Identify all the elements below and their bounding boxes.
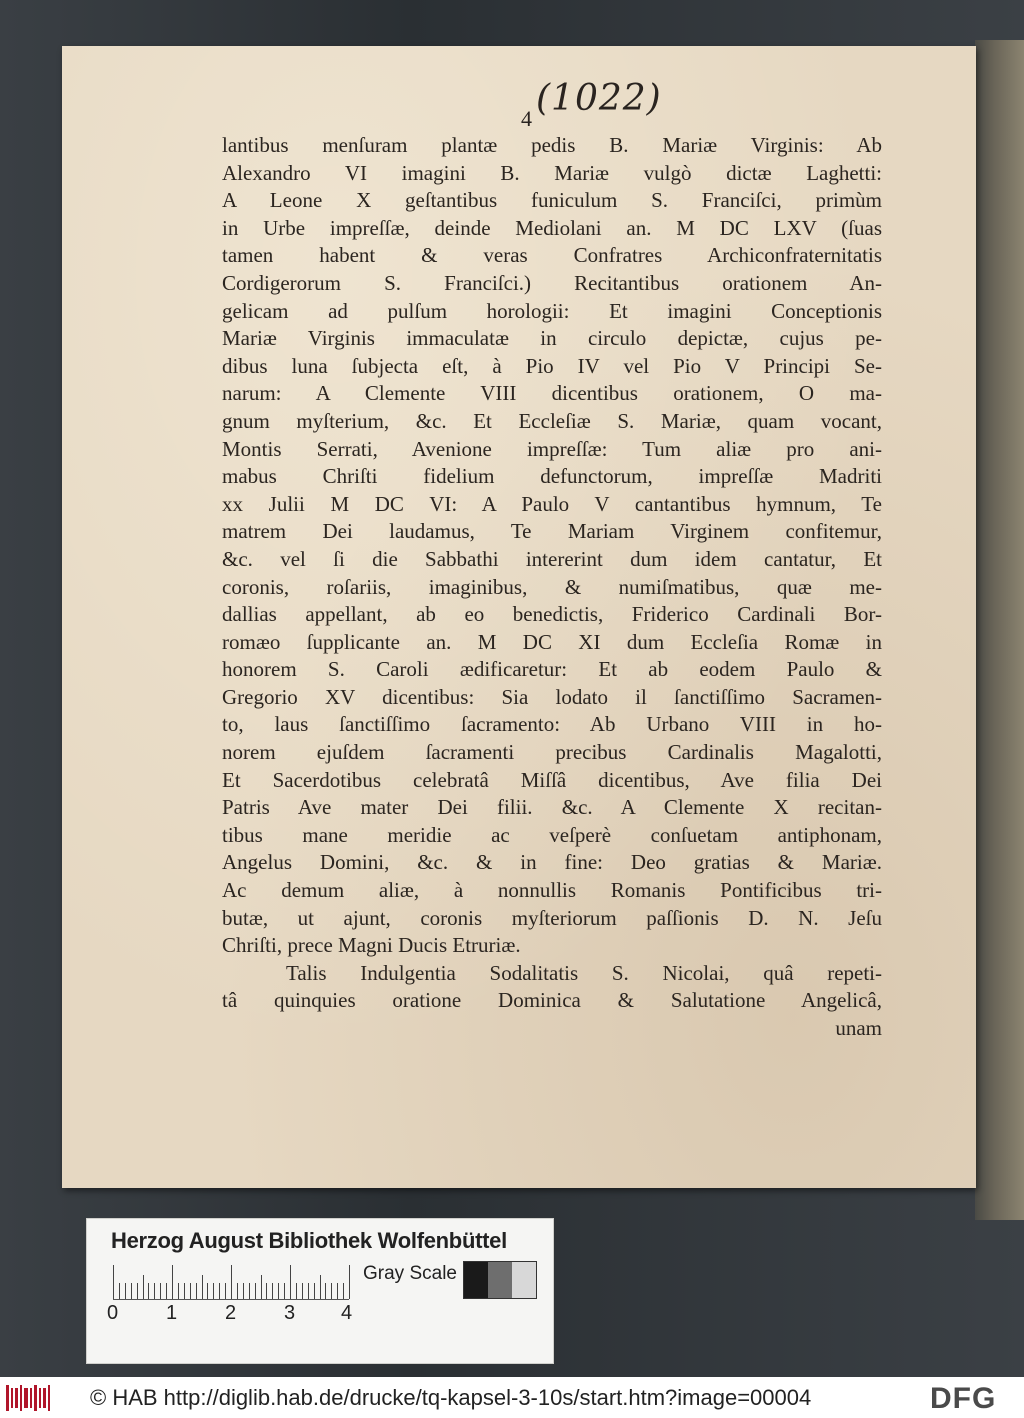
hab-logo-bar [11, 1388, 13, 1408]
text-line: gelicam ad pulſum horologii: Et imagini Conceptionis [222, 298, 882, 323]
ruler-tick [325, 1283, 326, 1299]
ruler-tick [302, 1283, 303, 1299]
hab-logo-bar [24, 1388, 28, 1408]
hab-logo-bar [30, 1388, 32, 1408]
text-line: narum: A Clemente VIII dicentibus orationem, O ma- [222, 381, 882, 406]
ruler-tick [213, 1283, 214, 1299]
color-calibration-bar [86, 1218, 554, 1364]
ruler-tick [320, 1275, 321, 1299]
ruler-tick [137, 1283, 138, 1299]
ruler-tick [337, 1283, 338, 1299]
ruler-tick [296, 1283, 297, 1299]
ruler-tick [143, 1275, 144, 1299]
text-line: tâ quinquies oratione Dominica & Salutatione Angelicâ, [222, 988, 882, 1013]
library-name: Herzog August Bibliothek Wolfenbüttel [111, 1228, 507, 1253]
text-line: mabus Chriſti fidelium defunctorum, impreſſæ Madriti [222, 464, 882, 489]
hab-logo-bar [43, 1388, 46, 1408]
paragraph-start-line: Talis Indulgentia Sodalitatis S. Nicolai, quâ repeti- [286, 960, 882, 985]
grayscale-patches [463, 1261, 537, 1299]
text-line: matrem Dei laudamus, Te Mariam Virginem confitemur, [222, 519, 882, 544]
ruler-tick [249, 1283, 250, 1299]
page-text [222, 132, 882, 1043]
ruler-tick [331, 1283, 332, 1299]
ruler-tick [166, 1283, 167, 1299]
hab-logo-bar [6, 1385, 9, 1411]
ruler-tick [243, 1283, 244, 1299]
text-line: gnum myſterium, &c. Et Eccleſiæ S. Mariæ, quam vocant, [222, 408, 882, 433]
text-line: Ac demum aliæ, à nonnullis Romanis Pontificibus tri- [222, 878, 882, 903]
ruler-tick [308, 1283, 309, 1299]
text-line: in Urbe impreſſæ, deinde Mediolani an. M DC LXV (ſuas [222, 215, 882, 240]
ruler-number: 0 [107, 1302, 119, 1324]
ruler-tick [207, 1283, 208, 1299]
text-line: honorem S. Caroli ædificaretur: Et ab eodem Paulo & [222, 657, 882, 682]
scale-ruler [113, 1263, 349, 1300]
text-line: Gregorio XV dicentibus: Sia lodato il ſanctiſſimo Sacramen- [222, 684, 882, 709]
hab-logo-bar [20, 1385, 22, 1411]
text-line: xx Julii M DC VI: A Paulo V cantantibus hymnum, Te [222, 491, 882, 516]
text-line: &c. vel ſi die Sabbathi intererint dum idem cantatur, Et [222, 546, 882, 571]
ruler-tick [349, 1265, 350, 1299]
gray-patch-light [512, 1262, 536, 1298]
text-line: A Leone X geſtantibus funiculum S. Franciſci, primùm [222, 188, 882, 213]
ruler-tick [125, 1283, 126, 1299]
hab-barcode-logo-icon [6, 1385, 46, 1411]
ruler-tick [237, 1283, 238, 1299]
ruler-tick [290, 1265, 291, 1299]
adjacent-page-edge [975, 40, 1024, 1220]
ruler-tick [154, 1283, 155, 1299]
ruler-tick [272, 1283, 273, 1299]
text-line: coronis, roſariis, imaginibus, & numiſmatibus, quæ me- [222, 574, 882, 599]
text-line: Cordigerorum S. Franciſci.) Recitantibus orationem An- [222, 270, 882, 295]
ruler-tick [266, 1283, 267, 1299]
ruler-tick [119, 1283, 120, 1299]
text-line: norem ejuſdem ſacramenti precibus Cardinalis Magalotti, [222, 740, 882, 765]
ruler-tick [190, 1283, 191, 1299]
grayscale-label: Gray Scale [363, 1263, 457, 1284]
ruler-number: 3 [284, 1302, 296, 1324]
text-line: Angelus Domini, &c. & in fine: Deo gratias & Mariæ. [222, 850, 882, 875]
footer-credit-link[interactable]: © HAB http://diglib.hab.de/drucke/tq-kapsel-3-10s/start.htm?image=00004 [90, 1385, 812, 1410]
text-line: Mariæ Virginis immaculatæ in circulo depictæ, cujus pe- [222, 326, 882, 351]
text-line: dallias appellant, ab eo benedictis, Friderico Cardinali Bor- [222, 602, 882, 627]
gray-patch-mid [488, 1262, 512, 1298]
signature-number: 4 [521, 106, 532, 131]
text-line: Et Sacerdotibus celebratâ Miſſâ dicentibus, Ave filia Dei [222, 767, 882, 792]
ruler-tick [225, 1283, 226, 1299]
hab-logo-bar [39, 1388, 41, 1408]
text-line: dibus luna ſubjecta eſt, à Pio IV vel Pio V Principi Se- [222, 353, 882, 378]
ruler-tick [314, 1283, 315, 1299]
hab-logo-bar [15, 1388, 18, 1408]
ruler-tick [261, 1275, 262, 1299]
footer-bar [0, 1377, 1024, 1418]
folio-annotation: (1022) [536, 78, 662, 119]
ruler-tick [196, 1283, 197, 1299]
text-line: tibus mane meridie ac veſperè conſuetam antiphonam, [222, 822, 882, 847]
ruler-number: 4 [341, 1302, 353, 1324]
gray-patch-dark [464, 1262, 488, 1298]
hab-logo-bar [48, 1385, 50, 1411]
ruler-tick [160, 1283, 161, 1299]
catchword: unam [835, 1016, 882, 1040]
ruler-tick [148, 1283, 149, 1299]
text-line: butæ, ut ajunt, coronis myſteriorum paſſionis D. N. Jeſu [222, 905, 882, 930]
ruler-tick [255, 1283, 256, 1299]
text-line: lantibus menſuram plantæ pedis B. Mariæ Virginis: Ab [222, 133, 882, 157]
text-line: Patris Ave mater Dei filii. &c. A Clemente X recitan- [222, 795, 882, 820]
ruler-tick [202, 1275, 203, 1299]
text-line: to, laus ſanctiſſimo ſacramento: Ab Urbano VIII in ho- [222, 712, 882, 737]
ruler-tick [343, 1283, 344, 1299]
text-line: Alexandro VI imagini B. Mariæ vulgò dictæ Laghetti: [222, 160, 882, 185]
text-line: Montis Serrati, Avenione impreſſæ: Tum aliæ pro ani- [222, 436, 882, 461]
ruler-tick [278, 1283, 279, 1299]
ruler-tick [172, 1265, 173, 1299]
ruler-tick [131, 1283, 132, 1299]
dfg-logo: DFG [930, 1382, 997, 1415]
text-line: romæo ſupplicante an. M DC XI dum Eccleſia Romæ in [222, 629, 882, 654]
ruler-tick [184, 1283, 185, 1299]
ruler-number: 1 [166, 1302, 178, 1324]
hab-logo-bar [34, 1385, 37, 1411]
ruler-tick [231, 1265, 232, 1299]
ruler-tick [219, 1283, 220, 1299]
ruler-tick [284, 1283, 285, 1299]
text-line: Chriſti, prece Magni Ducis Etruriæ. [222, 933, 521, 958]
ruler-tick [113, 1265, 114, 1299]
text-line: tamen habent & veras Confratres Archiconfraternitatis [222, 243, 882, 268]
ruler-tick [178, 1283, 179, 1299]
ruler-number: 2 [225, 1302, 237, 1324]
